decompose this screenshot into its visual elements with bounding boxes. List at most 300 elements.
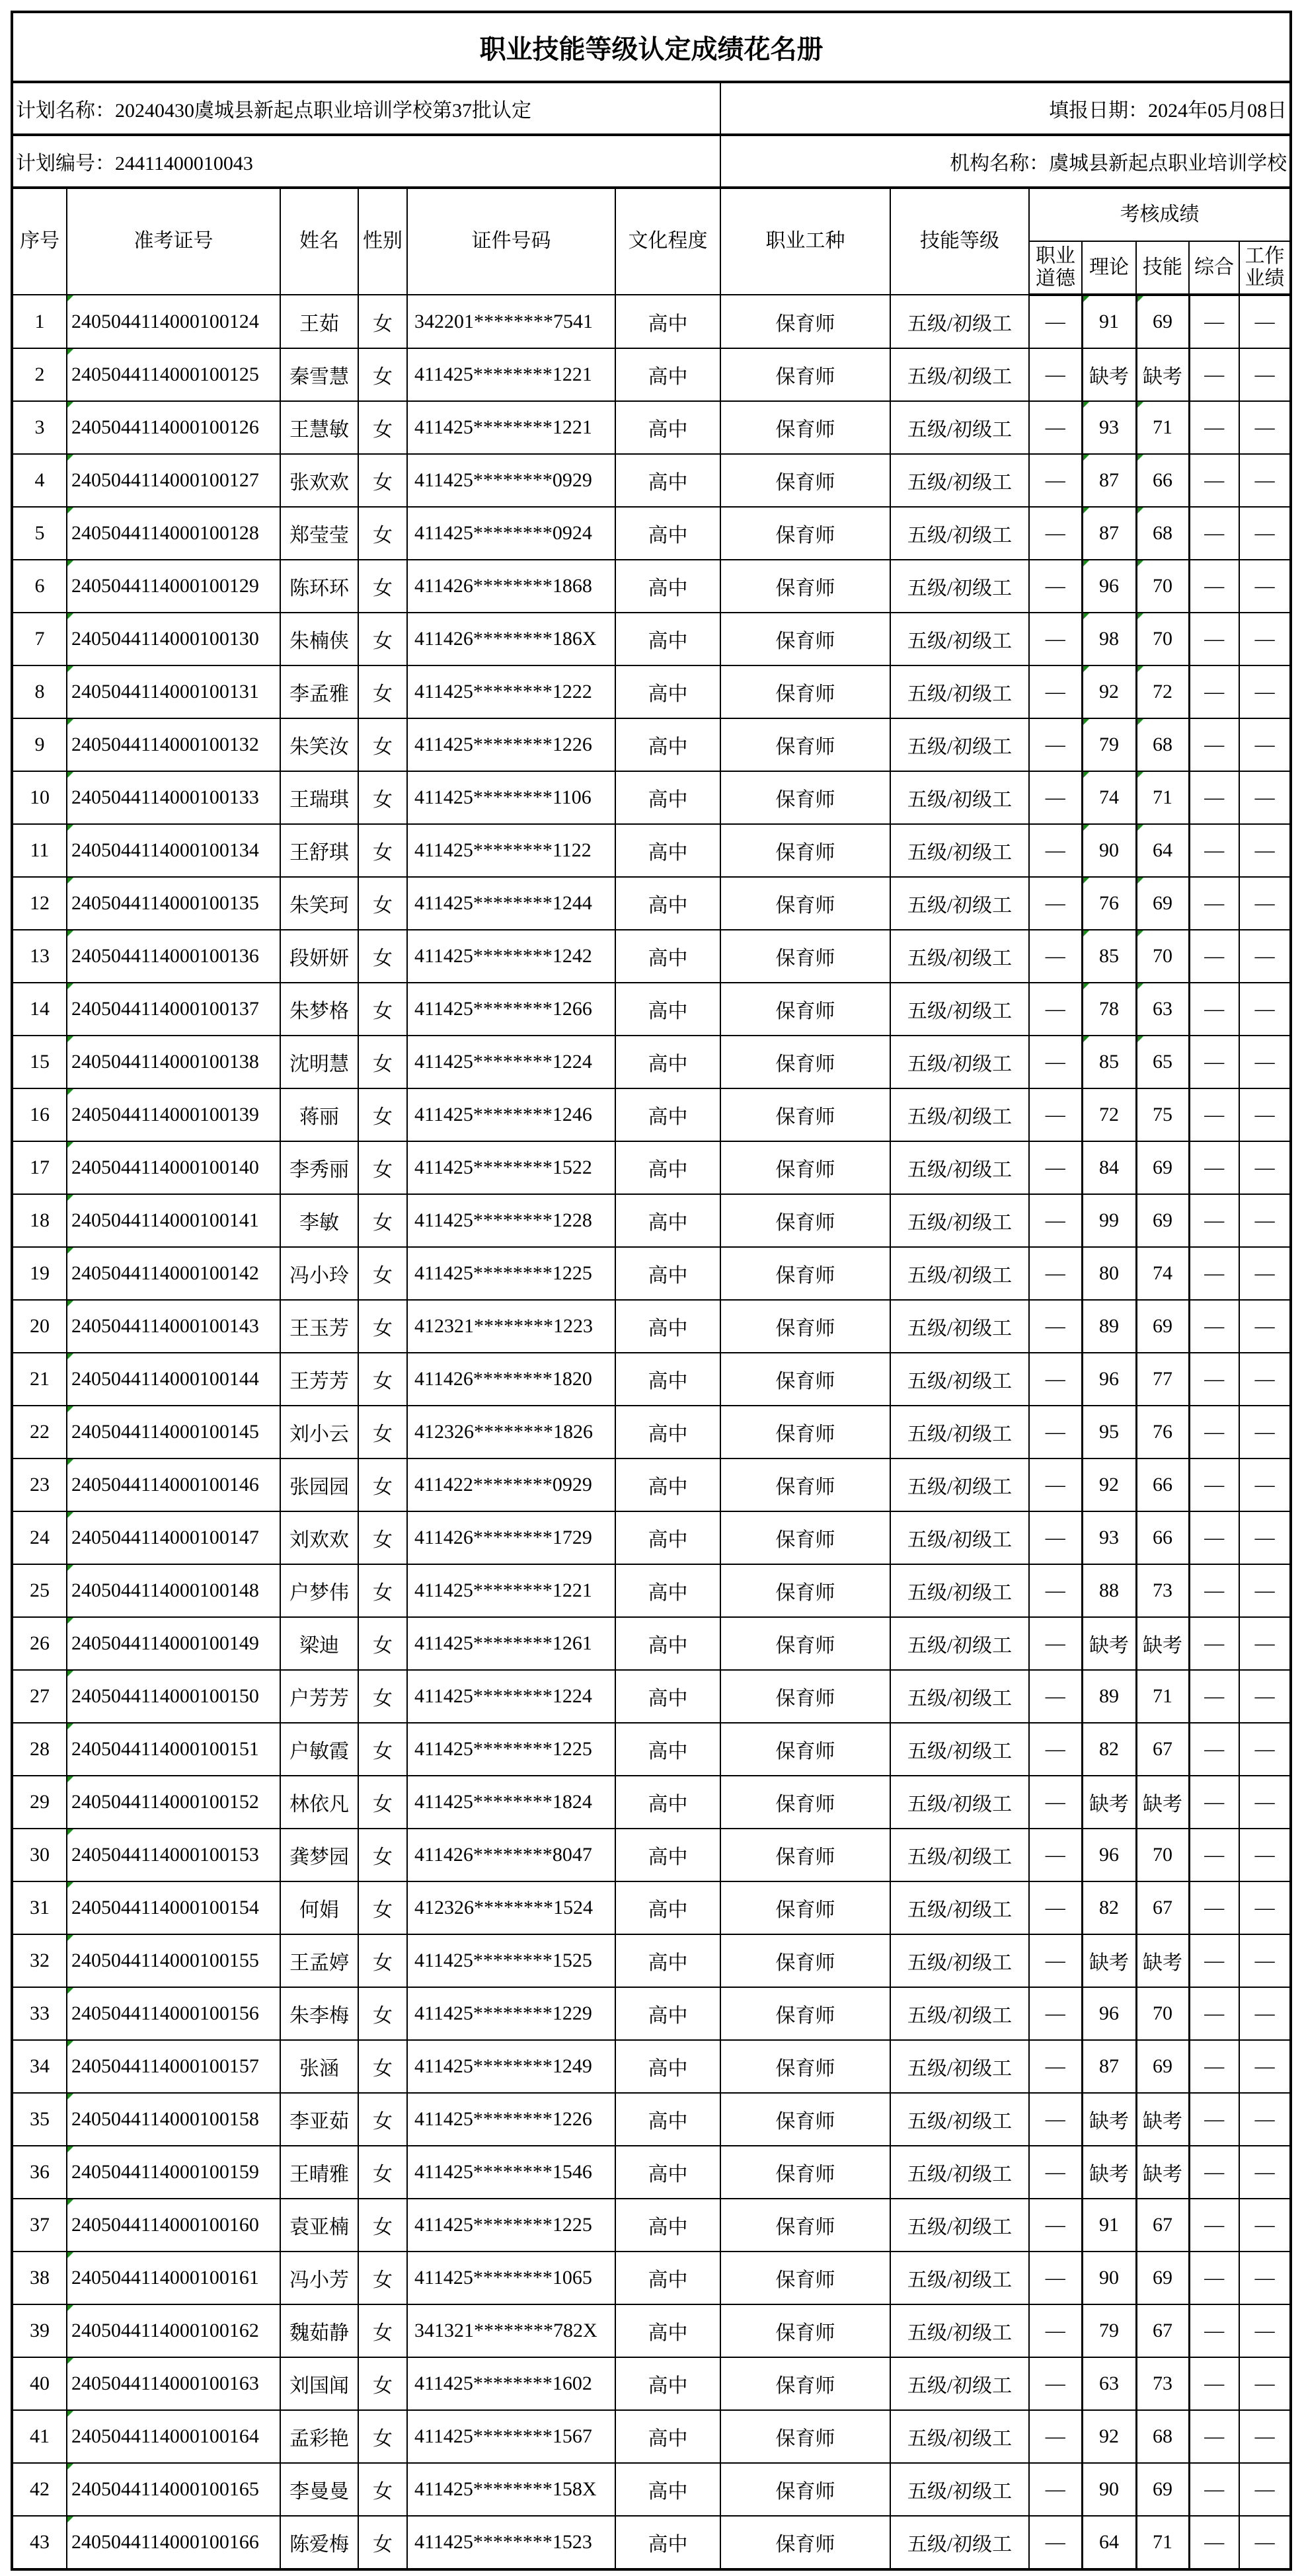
cell-education: 高中 [615,1458,720,1511]
cell-skill-level: 五级/初级工 [890,1987,1029,2040]
cell-composite-score: — [1189,930,1239,983]
header-composite: 综合 [1189,241,1239,295]
cell-name: 张欢欢 [280,454,358,507]
cell-exam-no: 2405044114000100132 [67,718,280,771]
cell-occupation: 保育师 [720,560,890,613]
cell-ethics-score: — [1029,507,1082,560]
cell-theory-score: 93 [1082,401,1136,454]
cell-id-no: 411426********186X [407,613,615,665]
cell-composite-score: — [1189,507,1239,560]
cell-exam-no: 2405044114000100125 [67,348,280,401]
cell-seq: 23 [12,1458,67,1511]
cell-skill-level: 五级/初级工 [890,930,1029,983]
cell-id-no: 411426********1868 [407,560,615,613]
cell-exam-no: 2405044114000100164 [67,2410,280,2463]
cell-occupation: 保育师 [720,507,890,560]
cell-skill-score: 67 [1136,2199,1189,2252]
cell-gender: 女 [358,983,407,1036]
cell-ethics-score: — [1029,2463,1082,2516]
cell-ethics-score: — [1029,1194,1082,1247]
cell-education: 高中 [615,1776,720,1829]
cell-skill-level: 五级/初级工 [890,1088,1029,1141]
cell-education: 高中 [615,1194,720,1247]
cell-gender: 女 [358,2093,407,2146]
cell-skill-level: 五级/初级工 [890,718,1029,771]
cell-skill-score: 73 [1136,1564,1189,1617]
cell-name: 魏茹静 [280,2304,358,2357]
cell-skill-level: 五级/初级工 [890,1036,1029,1088]
cell-ethics-score: — [1029,1511,1082,1564]
cell-exam-no: 2405044114000100134 [67,824,280,877]
cell-occupation: 保育师 [720,1723,890,1776]
cell-seq: 14 [12,983,67,1036]
cell-performance-score: — [1239,401,1291,454]
cell-occupation: 保育师 [720,1036,890,1088]
table-row [12,295,1291,348]
cell-seq: 26 [12,1617,67,1670]
cell-name: 朱笑汝 [280,718,358,771]
cell-name: 陈环环 [280,560,358,613]
cell-skill-level: 五级/初级工 [890,824,1029,877]
cell-skill-score: 70 [1136,930,1189,983]
cell-theory-score: 64 [1082,2516,1136,2569]
cell-composite-score: — [1189,2410,1239,2463]
cell-skill-level: 五级/初级工 [890,1617,1029,1670]
cell-theory-score: 90 [1082,824,1136,877]
cell-gender: 女 [358,771,407,824]
header-occupation: 职业工种 [720,188,890,295]
cell-occupation: 保育师 [720,1194,890,1247]
cell-name: 张涵 [280,2040,358,2093]
cell-theory-score: 缺考 [1082,2146,1136,2199]
cell-seq: 12 [12,877,67,930]
cell-education: 高中 [615,1141,720,1194]
cell-exam-no: 2405044114000100127 [67,454,280,507]
cell-skill-level: 五级/初级工 [890,1829,1029,1881]
cell-id-no: 411425********1261 [407,1617,615,1670]
cell-occupation: 保育师 [720,2463,890,2516]
cell-name: 户芳芳 [280,1670,358,1723]
cell-occupation: 保育师 [720,983,890,1036]
cell-gender: 女 [358,2410,407,2463]
table-row [12,1723,1291,1776]
cell-id-no: 342201********7541 [407,295,615,348]
cell-performance-score: — [1239,1194,1291,1247]
cell-ethics-score: — [1029,560,1082,613]
cell-gender: 女 [358,507,407,560]
cell-name: 李曼曼 [280,2463,358,2516]
cell-composite-score: — [1189,1511,1239,1564]
cell-ethics-score: — [1029,665,1082,718]
cell-name: 朱李梅 [280,1987,358,2040]
cell-education: 高中 [615,1036,720,1088]
cell-skill-score: 70 [1136,1987,1189,2040]
table-row [12,2463,1291,2516]
cell-exam-no: 2405044114000100158 [67,2093,280,2146]
cell-theory-score: 87 [1082,2040,1136,2093]
table-row [12,401,1291,454]
cell-seq: 28 [12,1723,67,1776]
cell-occupation: 保育师 [720,1141,890,1194]
cell-seq: 18 [12,1194,67,1247]
cell-skill-score: 69 [1136,2463,1189,2516]
cell-skill-level: 五级/初级工 [890,1247,1029,1300]
cell-ethics-score: — [1029,348,1082,401]
table-row [12,1300,1291,1353]
cell-theory-score: 缺考 [1082,1776,1136,1829]
cell-composite-score: — [1189,348,1239,401]
cell-seq: 22 [12,1406,67,1458]
cell-id-no: 411425********1226 [407,2093,615,2146]
cell-performance-score: — [1239,1406,1291,1458]
cell-theory-score: 90 [1082,2252,1136,2304]
cell-id-no: 411425********1122 [407,824,615,877]
cell-theory-score: 89 [1082,1670,1136,1723]
cell-skill-score: 69 [1136,2040,1189,2093]
cell-theory-score: 78 [1082,983,1136,1036]
cell-composite-score: — [1189,1141,1239,1194]
cell-seq: 40 [12,2357,67,2410]
cell-skill-score: 63 [1136,983,1189,1036]
cell-name: 王芳芳 [280,1353,358,1406]
cell-performance-score: — [1239,348,1291,401]
cell-occupation: 保育师 [720,2146,890,2199]
cell-id-no: 411425********1525 [407,1934,615,1987]
cell-composite-score: — [1189,613,1239,665]
cell-education: 高中 [615,348,720,401]
cell-education: 高中 [615,295,720,348]
cell-composite-score: — [1189,2040,1239,2093]
cell-skill-level: 五级/初级工 [890,1194,1029,1247]
cell-ethics-score: — [1029,1723,1082,1776]
cell-gender: 女 [358,930,407,983]
cell-theory-score: 89 [1082,1300,1136,1353]
cell-seq: 35 [12,2093,67,2146]
cell-occupation: 保育师 [720,1564,890,1617]
table-row [12,1617,1291,1670]
cell-seq: 31 [12,1881,67,1934]
header-performance: 工作业绩 [1239,241,1291,295]
table-row [12,2304,1291,2357]
cell-skill-level: 五级/初级工 [890,1881,1029,1934]
cell-performance-score: — [1239,718,1291,771]
score-roster-table [11,11,1292,2571]
cell-id-no: 411425********1229 [407,1987,615,2040]
cell-education: 高中 [615,2093,720,2146]
cell-gender: 女 [358,1247,407,1300]
cell-occupation: 保育师 [720,1987,890,2040]
cell-occupation: 保育师 [720,1670,890,1723]
table-row [12,507,1291,560]
cell-id-no: 411425********1266 [407,983,615,1036]
cell-skill-level: 五级/初级工 [890,1458,1029,1511]
cell-skill-level: 五级/初级工 [890,2146,1029,2199]
cell-education: 高中 [615,401,720,454]
cell-gender: 女 [358,401,407,454]
cell-composite-score: — [1189,1829,1239,1881]
cell-exam-no: 2405044114000100128 [67,507,280,560]
cell-skill-level: 五级/初级工 [890,877,1029,930]
cell-occupation: 保育师 [720,1247,890,1300]
cell-skill-level: 五级/初级工 [890,2410,1029,2463]
cell-theory-score: 91 [1082,295,1136,348]
cell-composite-score: — [1189,295,1239,348]
header-ethics: 职业道德 [1029,241,1082,295]
cell-name: 冯小芳 [280,2252,358,2304]
cell-exam-no: 240504411400010012 4 [67,295,280,348]
cell-name: 龚梦园 [280,1829,358,1881]
cell-exam-no: 2405044114000100133 [67,771,280,824]
cell-skill-score: 70 [1136,560,1189,613]
cell-seq: 6 [12,560,67,613]
cell-theory-score: 82 [1082,1723,1136,1776]
cell-ethics-score: — [1029,1564,1082,1617]
cell-performance-score: — [1239,560,1291,613]
cell-occupation: 保育师 [720,2304,890,2357]
table-row [12,930,1291,983]
cell-theory-score: 63 [1082,2357,1136,2410]
cell-theory-score: 96 [1082,1829,1136,1881]
cell-performance-score: — [1239,1564,1291,1617]
cell-name: 王瑞琪 [280,771,358,824]
cell-ethics-score: — [1029,2252,1082,2304]
cell-skill-level: 五级/初级工 [890,983,1029,1036]
cell-ethics-score: — [1029,1670,1082,1723]
cell-performance-score: — [1239,1141,1291,1194]
cell-skill-score: 69 [1136,1194,1189,1247]
cell-performance-score: — [1239,1670,1291,1723]
cell-occupation: 保育师 [720,454,890,507]
cell-seq: 32 [12,1934,67,1987]
cell-seq: 33 [12,1987,67,2040]
cell-performance-score: — [1239,1088,1291,1141]
cell-performance-score: — [1239,1036,1291,1088]
cell-ethics-score: — [1029,454,1082,507]
cell-skill-level: 五级/初级工 [890,2252,1029,2304]
table-row [12,1141,1291,1194]
cell-gender: 女 [358,560,407,613]
table-row [12,1670,1291,1723]
cell-ethics-score: — [1029,1987,1082,2040]
cell-name: 朱楠侠 [280,613,358,665]
cell-exam-no: 2405044114000100146 [67,1458,280,1511]
cell-seq: 9 [12,718,67,771]
cell-theory-score: 92 [1082,2410,1136,2463]
cell-name: 郑莹莹 [280,507,358,560]
cell-seq: 37 [12,2199,67,2252]
cell-gender: 女 [358,2357,407,2410]
cell-theory-score: 92 [1082,665,1136,718]
cell-name: 沈明慧 [280,1036,358,1088]
cell-gender: 女 [358,877,407,930]
cell-occupation: 保育师 [720,824,890,877]
cell-theory-score: 82 [1082,1881,1136,1934]
cell-seq: 1 [12,295,67,348]
cell-ethics-score: — [1029,2357,1082,2410]
cell-education: 高中 [615,507,720,560]
cell-composite-score: — [1189,1564,1239,1617]
cell-composite-score: — [1189,2516,1239,2569]
cell-composite-score: — [1189,2463,1239,2516]
cell-id-no: 411426********1820 [407,1353,615,1406]
cell-seq: 24 [12,1511,67,1564]
cell-ethics-score: — [1029,1406,1082,1458]
cell-exam-no: 2405044114000100148 [67,1564,280,1617]
cell-id-no: 411425********1249 [407,2040,615,2093]
cell-skill-score: 71 [1136,401,1189,454]
cell-performance-score: — [1239,1511,1291,1564]
table-row [12,2199,1291,2252]
cell-skill-score: 71 [1136,1670,1189,1723]
table-row [12,1564,1291,1617]
cell-occupation: 保育师 [720,2410,890,2463]
cell-exam-no: 2405044114000100139 [67,1088,280,1141]
cell-ethics-score: — [1029,2410,1082,2463]
cell-skill-level: 五级/初级工 [890,401,1029,454]
table-row [12,1829,1291,1881]
cell-education: 高中 [615,2516,720,2569]
cell-id-no: 411425********1106 [407,771,615,824]
cell-occupation: 保育师 [720,1776,890,1829]
cell-id-no: 341321********782X [407,2304,615,2357]
cell-id-no: 411425********1824 [407,1776,615,1829]
cell-gender: 女 [358,2199,407,2252]
cell-theory-score: 缺考 [1082,1934,1136,1987]
cell-gender: 女 [358,613,407,665]
cell-ethics-score: — [1029,401,1082,454]
cell-exam-no: 2405044114000100151 [67,1723,280,1776]
cell-performance-score: — [1239,1829,1291,1881]
org-name: 机构名称：虞城县新起点职业培训学校 [720,135,1291,188]
cell-skill-level: 五级/初级工 [890,295,1029,348]
cell-performance-score: — [1239,2357,1291,2410]
cell-seq: 15 [12,1036,67,1088]
cell-name: 朱梦格 [280,983,358,1036]
cell-gender: 女 [358,1458,407,1511]
cell-name: 王茹 [280,295,358,348]
cell-performance-score: — [1239,2199,1291,2252]
cell-name: 秦雪慧 [280,348,358,401]
cell-exam-no: 2405044114000100159 [67,2146,280,2199]
table-row [12,877,1291,930]
table-row [12,824,1291,877]
cell-education: 高中 [615,1934,720,1987]
cell-education: 高中 [615,2252,720,2304]
cell-skill-level: 五级/初级工 [890,560,1029,613]
cell-skill-level: 五级/初级工 [890,1141,1029,1194]
cell-skill-score: 缺考 [1136,2093,1189,2146]
cell-occupation: 保育师 [720,613,890,665]
cell-ethics-score: — [1029,1881,1082,1934]
cell-composite-score: — [1189,454,1239,507]
cell-education: 高中 [615,560,720,613]
cell-theory-score: 96 [1082,1353,1136,1406]
cell-skill-level: 五级/初级工 [890,2357,1029,2410]
header-scores-group: 考核成绩 [1029,188,1291,241]
header-seq: 序号 [12,188,67,295]
cell-exam-no: 2405044114000100135 [67,877,280,930]
cell-skill-level: 五级/初级工 [890,1353,1029,1406]
cell-exam-no: 2405044114000100163 [67,2357,280,2410]
cell-education: 高中 [615,1723,720,1776]
cell-theory-score: 74 [1082,771,1136,824]
cell-name: 何娟 [280,1881,358,1934]
cell-id-no: 411425********1228 [407,1194,615,1247]
cell-theory-score: 91 [1082,2199,1136,2252]
cell-occupation: 保育师 [720,2093,890,2146]
cell-composite-score: — [1189,1036,1239,1088]
cell-exam-no: 2405044114000100153 [67,1829,280,1881]
cell-id-no: 411425********158X [407,2463,615,2516]
cell-composite-score: — [1189,1723,1239,1776]
cell-composite-score: — [1189,1881,1239,1934]
cell-education: 高中 [615,2146,720,2199]
cell-seq: 17 [12,1141,67,1194]
table-row [12,1247,1291,1300]
cell-performance-score: — [1239,2304,1291,2357]
table-row [12,1194,1291,1247]
cell-ethics-score: — [1029,718,1082,771]
cell-occupation: 保育师 [720,1934,890,1987]
table-row [12,1458,1291,1511]
cell-seq: 25 [12,1564,67,1617]
cell-performance-score: — [1239,2146,1291,2199]
cell-education: 高中 [615,1881,720,1934]
cell-exam-no: 2405044114000100143 [67,1300,280,1353]
cell-skill-score: 69 [1136,2252,1189,2304]
cell-id-no: 411425********1221 [407,348,615,401]
cell-performance-score: — [1239,2463,1291,2516]
cell-theory-score: 92 [1082,1458,1136,1511]
header-skill: 技能 [1136,241,1189,295]
cell-education: 高中 [615,1247,720,1300]
cell-exam-no: 2405044114000100141 [67,1194,280,1247]
cell-skill-score: 68 [1136,718,1189,771]
cell-theory-score: 99 [1082,1194,1136,1247]
cell-ethics-score: — [1029,1458,1082,1511]
cell-gender: 女 [358,2040,407,2093]
cell-name: 刘欢欢 [280,1511,358,1564]
cell-name: 李孟雅 [280,665,358,718]
cell-exam-no: 2405044114000100166 [67,2516,280,2569]
cell-skill-score: 71 [1136,2516,1189,2569]
cell-composite-score: — [1189,1987,1239,2040]
cell-name: 刘国闻 [280,2357,358,2410]
cell-skill-score: 69 [1136,1141,1189,1194]
cell-gender: 女 [358,1881,407,1934]
cell-education: 高中 [615,983,720,1036]
cell-composite-score: — [1189,1934,1239,1987]
cell-performance-score: — [1239,824,1291,877]
cell-exam-no: 2405044114000100161 [67,2252,280,2304]
cell-education: 高中 [615,1300,720,1353]
cell-composite-score: — [1189,824,1239,877]
cell-skill-score: 缺考 [1136,1617,1189,1670]
cell-gender: 女 [358,1353,407,1406]
cell-exam-no: 2405044114000100142 [67,1247,280,1300]
cell-occupation: 保育师 [720,2252,890,2304]
table-row [12,983,1291,1036]
header-name: 姓名 [280,188,358,295]
cell-gender: 女 [358,2516,407,2569]
cell-gender: 女 [358,2304,407,2357]
cell-exam-no: 2405044114000100155 [67,1934,280,1987]
cell-exam-no: 2405044114000100138 [67,1036,280,1088]
cell-composite-score: — [1189,718,1239,771]
cell-skill-score: 76 [1136,1406,1189,1458]
cell-performance-score: — [1239,1247,1291,1300]
cell-name: 户梦伟 [280,1564,358,1617]
